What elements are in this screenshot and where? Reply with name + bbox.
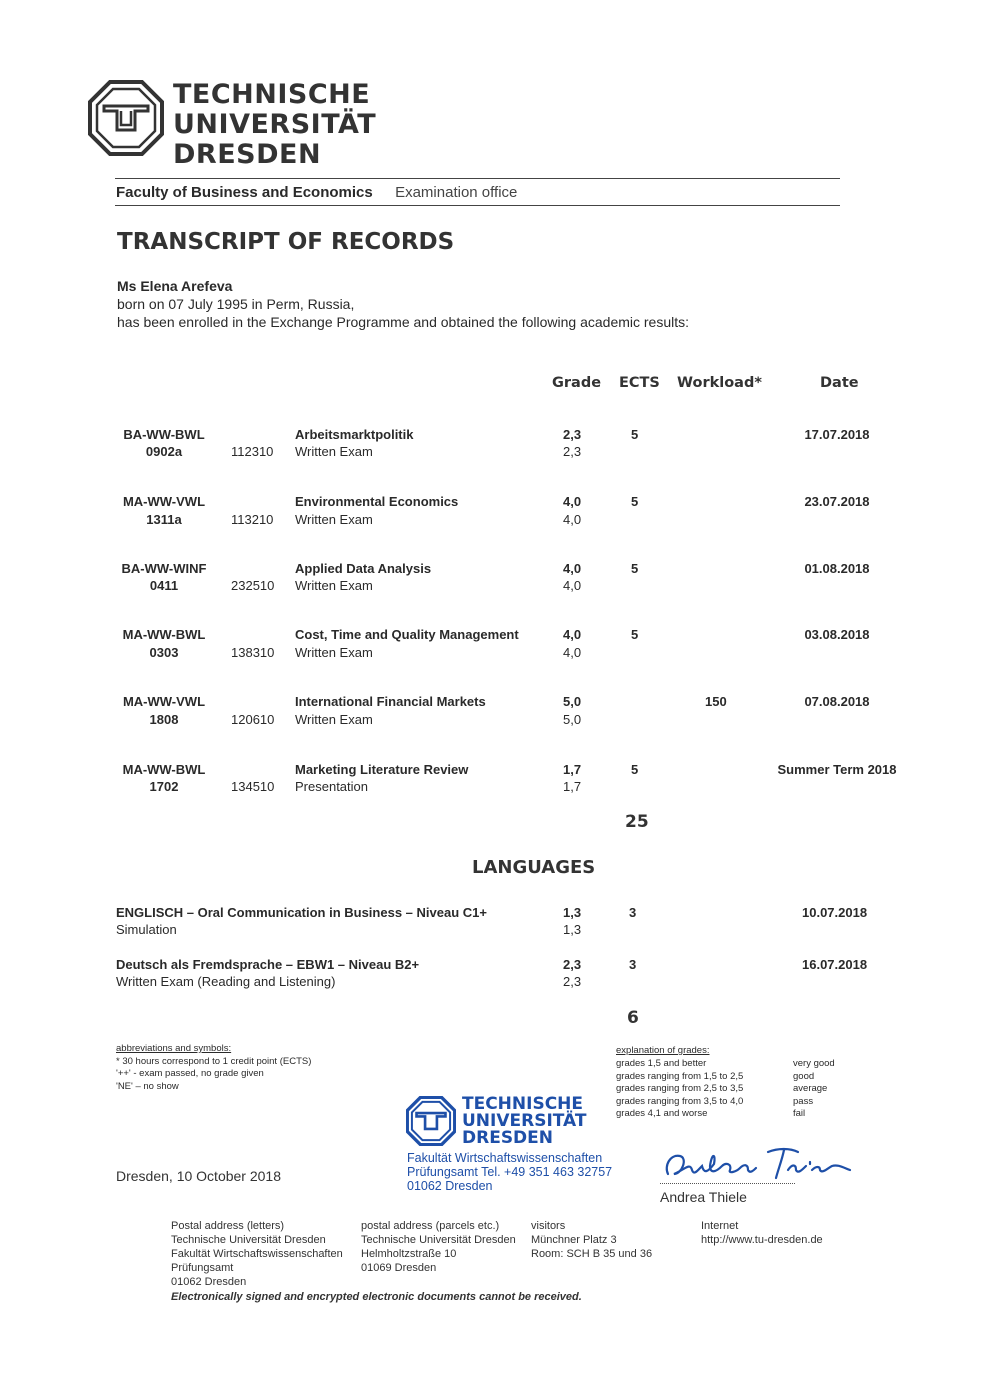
course-module-no: 0411 [149,578,179,593]
course-module-no: 1311a [146,512,182,527]
stamp-line-1: TECHNISCHE [462,1094,584,1114]
student-name: Ms Elena Arefeva [117,278,233,294]
course-grade: 1,7 [563,762,582,777]
footer-line: Prüfungsamt [171,1262,234,1274]
course-grade-2: 2,3 [563,444,582,459]
language-grade: 1,3 [563,905,582,920]
faculty-name: Faculty of Business and Economics [116,184,373,201]
footer-line: postal address (parcels etc.) [361,1220,500,1232]
course-title: Marketing Literature Review [295,762,469,777]
course-exam-no: 134510 [231,779,275,794]
course-ects: 5 [631,561,639,576]
grade-range: grades 4,1 and worse [616,1108,708,1119]
course-module: BA-WW-BWL [123,427,205,442]
stamp-logo-emblem [406,1096,456,1146]
course-title: Cost, Time and Quality Management [295,627,519,642]
language-grade-2: 1,3 [563,922,582,937]
grade-label: fail [793,1108,806,1119]
footer-visitors [531,1219,652,1261]
course-title: International Financial Markets [295,694,486,709]
language-title: Deutsch als Fremdsprache – EBW1 – Niveau B2+ [116,957,420,972]
language-title: ENGLISCH – Oral Communication in Business – Niveau C1+ [116,905,487,920]
signatory-name: Andrea Thiele [660,1189,747,1205]
footer-internet [701,1219,823,1247]
course-ects: 5 [631,762,639,777]
footer-postal-letters [171,1219,343,1289]
course-exam: Written Exam [295,578,373,593]
course-grade-2: 4,0 [563,512,582,527]
course-grade-2: 5,0 [563,712,582,727]
language-grade: 2,3 [563,957,582,972]
place-and-date: Dresden, 10 October 2018 [116,1168,281,1184]
student-birth: born on 07 July 1995 in Perm, Russia, [117,296,355,312]
footer-notice: Electronically signed and encrypted electronic documents cannot be received. [171,1291,582,1303]
footer-line: Technische Universität Dresden [171,1234,326,1246]
course-exam-no: 112310 [231,444,274,459]
language-date: 10.07.2018 [802,905,868,920]
grade-range: grades ranging from 1,5 to 2,5 [616,1070,744,1082]
footer-website-link[interactable]: http://www.tu-dresden.de [701,1234,823,1246]
course-module-no: 0902a [145,444,183,459]
course-grade: 2,3 [563,427,582,442]
course-exam-no: 120610 [231,712,275,727]
stamp-office: Prüfungsamt Tel. +49 351 463 32757 [407,1165,613,1179]
abbreviations-heading: abbreviations and symbols: [116,1043,232,1054]
course-module-no: 0303 [149,645,179,660]
course-exam: Written Exam [295,444,373,459]
course-module: MA-WW-VWL [122,694,206,709]
footer-line: 01069 Dresden [361,1262,437,1274]
course-exam-no: 138310 [231,645,275,660]
student-info [117,277,689,331]
course-date: 01.08.2018 [804,561,870,576]
stamp-faculty: Fakultät Wirtschaftswissenschaften [407,1151,603,1165]
languages-total-ects: 6 [627,1008,639,1028]
course-ects: 5 [631,627,639,642]
stamp-city: 01062 Dresden [407,1179,493,1193]
footer-line: Technische Universität Dresden [361,1234,516,1246]
abbreviations-block [116,1043,311,1093]
footer-line: Münchner Platz 3 [531,1234,617,1246]
footer-postal-parcels [361,1219,516,1275]
footer-line: Postal address (letters) [171,1220,285,1232]
header-line [116,184,517,201]
grade-label: very good [793,1058,835,1069]
stamp-line-3: DRESDEN [462,1128,554,1148]
course-grade-2: 4,0 [563,645,582,660]
stamp-address [407,1151,612,1193]
course-ects: 5 [631,427,639,442]
abbreviation-line: '++' - exam passed, no grade given [116,1068,264,1079]
language-date: 16.07.2018 [802,957,868,972]
logo-line-1: TECHNISCHE [173,79,371,110]
column-header-grade: Grade [552,375,602,391]
abbreviation-line: * 30 hours correspond to 1 credit point (ECTS) [116,1055,312,1067]
course-date: 23.07.2018 [804,494,870,509]
grade-label: good [793,1070,815,1082]
logo-line-2: UNIVERSITÄT [173,109,377,140]
course-module: MA-WW-BWL [122,762,206,777]
handwritten-signature [660,1140,860,1188]
course-date: 07.08.2018 [804,694,870,709]
footer-line: Fakultät Wirtschaftswissenschaften [171,1248,343,1260]
language-grade-2: 2,3 [563,974,582,989]
abbreviation-line: 'NE' – no show [116,1080,179,1092]
course-module-no: 1808 [149,712,179,727]
column-header-ects: ECTS [619,375,660,391]
course-grade: 4,0 [563,494,582,509]
column-header-workload: Workload* [677,375,762,391]
course-ects: 5 [631,494,639,509]
stamp-logo-text [462,1096,587,1147]
language-exam: Simulation [116,922,177,937]
grade-range: grades 1,5 and better [616,1058,707,1069]
course-module: MA-WW-VWL [122,494,206,509]
logo-line-3: DRESDEN [173,139,322,170]
course-grade: 4,0 [563,561,582,576]
course-title: Arbeitsmarktpolitik [295,427,414,442]
course-title: Applied Data Analysis [295,561,432,576]
language-ects: 3 [629,905,637,920]
stamp-line-2: UNIVERSITÄT [462,1111,587,1131]
language-exam: Written Exam (Reading and Listening) [116,974,336,989]
university-logo-emblem [88,80,164,156]
grades-labels [793,1058,835,1121]
course-date: 17.07.2018 [804,427,870,442]
course-exam-no: 113210 [231,512,274,527]
course-module-no: 1702 [149,779,179,794]
grade-label: average [793,1083,828,1094]
course-date: 03.08.2018 [804,627,870,642]
course-exam: Written Exam [295,512,373,527]
course-module: BA-WW-WINF [121,561,207,576]
footer-line: Internet [701,1220,739,1232]
footer-line: visitors [531,1220,566,1232]
document-title: TRANSCRIPT OF RECORDS [117,229,455,255]
footer-line: Helmholtzstraße 10 [361,1248,457,1260]
course-exam-no: 232510 [231,578,275,593]
courses-total-ects: 25 [625,812,649,832]
course-exam: Presentation [295,779,368,794]
official-stamp [406,1094,636,1194]
office-name: Examination office [395,184,518,201]
grade-range: grades ranging from 3,5 to 4,0 [616,1095,744,1107]
footer-line: 01062 Dresden [171,1276,247,1288]
course-exam: Written Exam [295,712,373,727]
grades-explanation-block [616,1045,709,1058]
course-title: Environmental Economics [295,494,459,509]
grade-range: grades ranging from 2,5 to 3,5 [616,1083,744,1094]
column-header-date: Date [820,375,859,391]
course-grade-2: 4,0 [563,578,582,593]
header-top-rule [115,178,840,179]
grades-explanation-heading: explanation of grades: [616,1045,710,1056]
languages-heading: LANGUAGES [472,857,596,878]
course-date: Summer Term 2018 [777,762,897,777]
language-ects: 3 [629,957,637,972]
course-grade: 5,0 [563,694,582,709]
student-enrollment: has been enrolled in the Exchange Programme and obtained the following academic results: [117,314,690,330]
course-exam: Written Exam [295,645,373,660]
course-grade-2: 1,7 [563,779,582,794]
course-workload: 150 [705,694,727,709]
header-bottom-rule [115,205,840,206]
footer-line: Room: SCH B 35 und 36 [531,1248,653,1260]
university-logo-text [173,80,376,170]
grade-label: pass [793,1095,814,1107]
course-grade: 4,0 [563,627,582,642]
course-module: MA-WW-BWL [122,627,206,642]
signature-dotted-line [660,1183,795,1184]
